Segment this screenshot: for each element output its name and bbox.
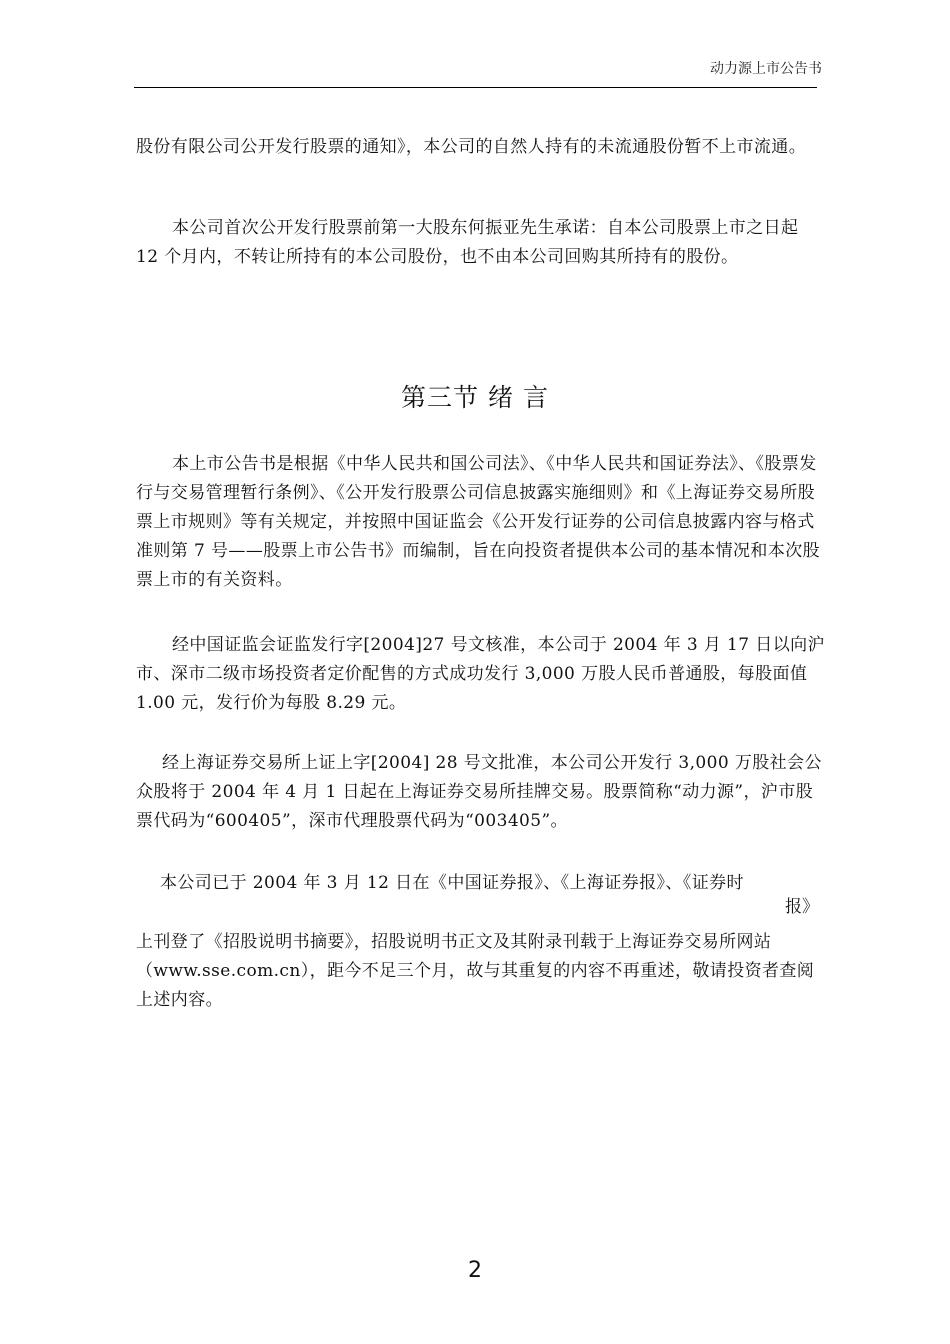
paragraph-prospectus-rest: 上刊登了《招股说明书摘要》，招股说明书正文及其附录刊载于上海证券交易所网站（www.sse.com.cn），距今不足三个月，故与其重复的内容不再重述，敬请投资者查阅上述内容。 <box>136 932 815 1010</box>
section-heading: 第三节 绪 言 <box>401 383 549 412</box>
paragraph-shareholder-commitment: 本公司首次公开发行股票前第一大股东何振亚先生承诺：自本公司股票上市之日起 12 个月内，不转让所持有的本公司股份，也不由本公司回购其所持有的股份。 <box>136 218 799 267</box>
paragraph-notice-continuation: 股份有限公司公开发行股票的通知》，本公司的自然人持有的未流通股份暂不上市流通。 <box>136 137 807 157</box>
document-header-title: 动力源上市公告书 <box>710 61 822 77</box>
paragraph-approval: 经中国证监会证监发行字[2004]27 号文核准，本公司于 2004 年 3 月 17 日以向沪市、深市二级市场投资者定价配售的方式成功发行 3,000 万股人民币普通股，每股面值 1.00 元，发行价为每股 8.29 元。 <box>136 635 825 713</box>
header-divider <box>134 87 817 88</box>
paragraph-basis: 本上市公告书是根据《中华人民共和国公司法》、《中华人民共和国证券法》、《股票发行与交易管理暂行条例》、《公开发行股票公司信息披露实施细则》和《上海证券交易所股票上市规则》等有关规定，并按照中国证监会《公开发行证券的公司信息披露内容与格式准则第 7 号——股票上市公告书》而编制，旨在向投资者提供本公司的基本情况和本次股票上市的有关资料。 <box>136 454 821 590</box>
page-number: 2 <box>468 1258 482 1283</box>
paragraph-listing: 经上海证券交易所上证上字[2004] 28 号文批准，本公司公开发行 3,000 万股社会公众股将于 2004 年 4 月 1 日起在上海证券交易所挂牌交易。股票简称“动力源”，沪市股票代码为“600405”，深市代理股票代码为“003405”。 <box>136 753 822 831</box>
paragraph-prospectus-line2: 报》 <box>785 897 819 917</box>
paragraph-prospectus-line1: 本公司已于 2004 年 3 月 12 日在《中国证券报》、《上海证券报》、《证券时 <box>160 873 744 893</box>
